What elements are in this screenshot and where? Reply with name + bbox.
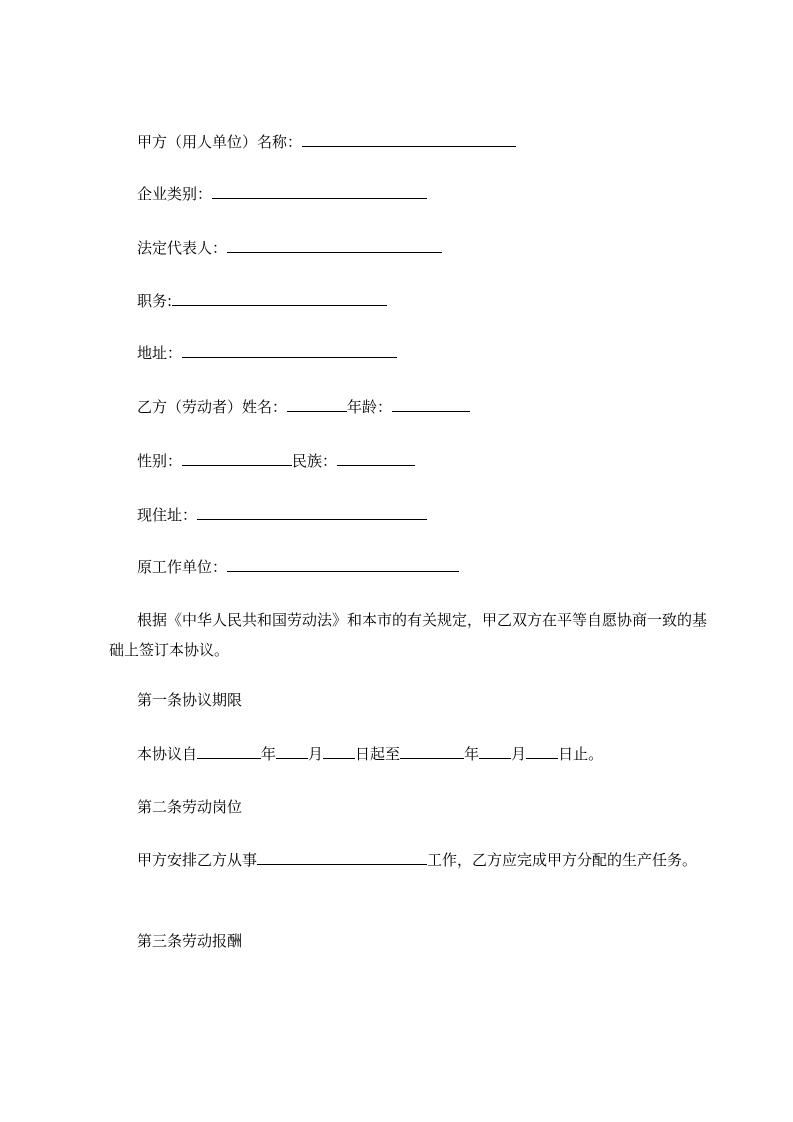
gender-blank[interactable]: [182, 451, 292, 466]
ethnicity-label: 民族：: [292, 452, 338, 470]
term-prefix: 本协议自: [137, 745, 198, 763]
article2-heading: 第二条劳动岗位: [137, 798, 243, 816]
former-employer-blank[interactable]: [227, 557, 459, 572]
article2-suffix: 工作，乙方应完成甲方分配的生产任务。: [427, 851, 698, 869]
article1-heading: 第一条协议期限: [137, 691, 243, 709]
age-blank[interactable]: [392, 397, 470, 412]
party-b-row: [137, 397, 470, 417]
article1-term-row: [137, 744, 603, 764]
article2-prefix: 甲方安排乙方从事: [137, 851, 258, 869]
party-a-name-label: 甲方（用人单位）名称：: [137, 133, 303, 151]
start-year-blank[interactable]: [197, 744, 261, 759]
end-day-blank[interactable]: [526, 744, 558, 759]
article3-heading: 第三条劳动报酬: [137, 932, 243, 950]
ethnicity-blank[interactable]: [337, 451, 415, 466]
address-blank[interactable]: [182, 343, 397, 358]
legal-rep-row: [137, 238, 442, 258]
party-a-name-row: [137, 132, 516, 152]
former-employer-label: 原工作单位：: [137, 558, 228, 576]
enterprise-type-row: [137, 184, 427, 204]
enterprise-type-blank[interactable]: [212, 184, 427, 199]
position-row: [137, 291, 387, 311]
month-label-2: 月: [511, 745, 527, 763]
start-day-blank[interactable]: [323, 744, 355, 759]
month-label-1: 月: [308, 745, 324, 763]
end-year-blank[interactable]: [400, 744, 464, 759]
start-month-blank[interactable]: [276, 744, 308, 759]
gender-row: [137, 451, 415, 471]
current-address-blank[interactable]: [197, 505, 427, 520]
current-address-label: 现住址：: [137, 506, 198, 524]
age-label: 年龄：: [347, 398, 393, 416]
party-b-name-label: 乙方（劳动者）姓名：: [137, 398, 288, 416]
job-blank[interactable]: [257, 850, 427, 865]
day-from-label: 日起至: [355, 745, 401, 763]
day-to-label: 日止。: [558, 745, 604, 763]
address-row: [137, 343, 397, 363]
intro-paragraph: 根据《中华人民共和国劳动法》和本市的有关规定，甲乙双方在平等自愿协商一致的基础上签订本协议。: [109, 611, 708, 659]
legal-rep-blank[interactable]: [227, 238, 442, 253]
legal-rep-label: 法定代表人：: [137, 239, 228, 257]
end-month-blank[interactable]: [479, 744, 511, 759]
party-b-name-blank[interactable]: [287, 397, 347, 412]
enterprise-type-label: 企业类别：: [137, 185, 213, 203]
position-label: 职务:: [137, 292, 173, 310]
gender-label: 性别：: [137, 452, 183, 470]
year-label-1: 年: [261, 745, 277, 763]
party-a-name-blank[interactable]: [302, 132, 516, 147]
address-label: 地址：: [137, 344, 183, 362]
year-label-2: 年: [464, 745, 480, 763]
position-blank[interactable]: [172, 291, 387, 306]
current-address-row: [137, 505, 427, 525]
former-employer-row: [137, 557, 459, 577]
article2-paragraph: [109, 845, 709, 875]
